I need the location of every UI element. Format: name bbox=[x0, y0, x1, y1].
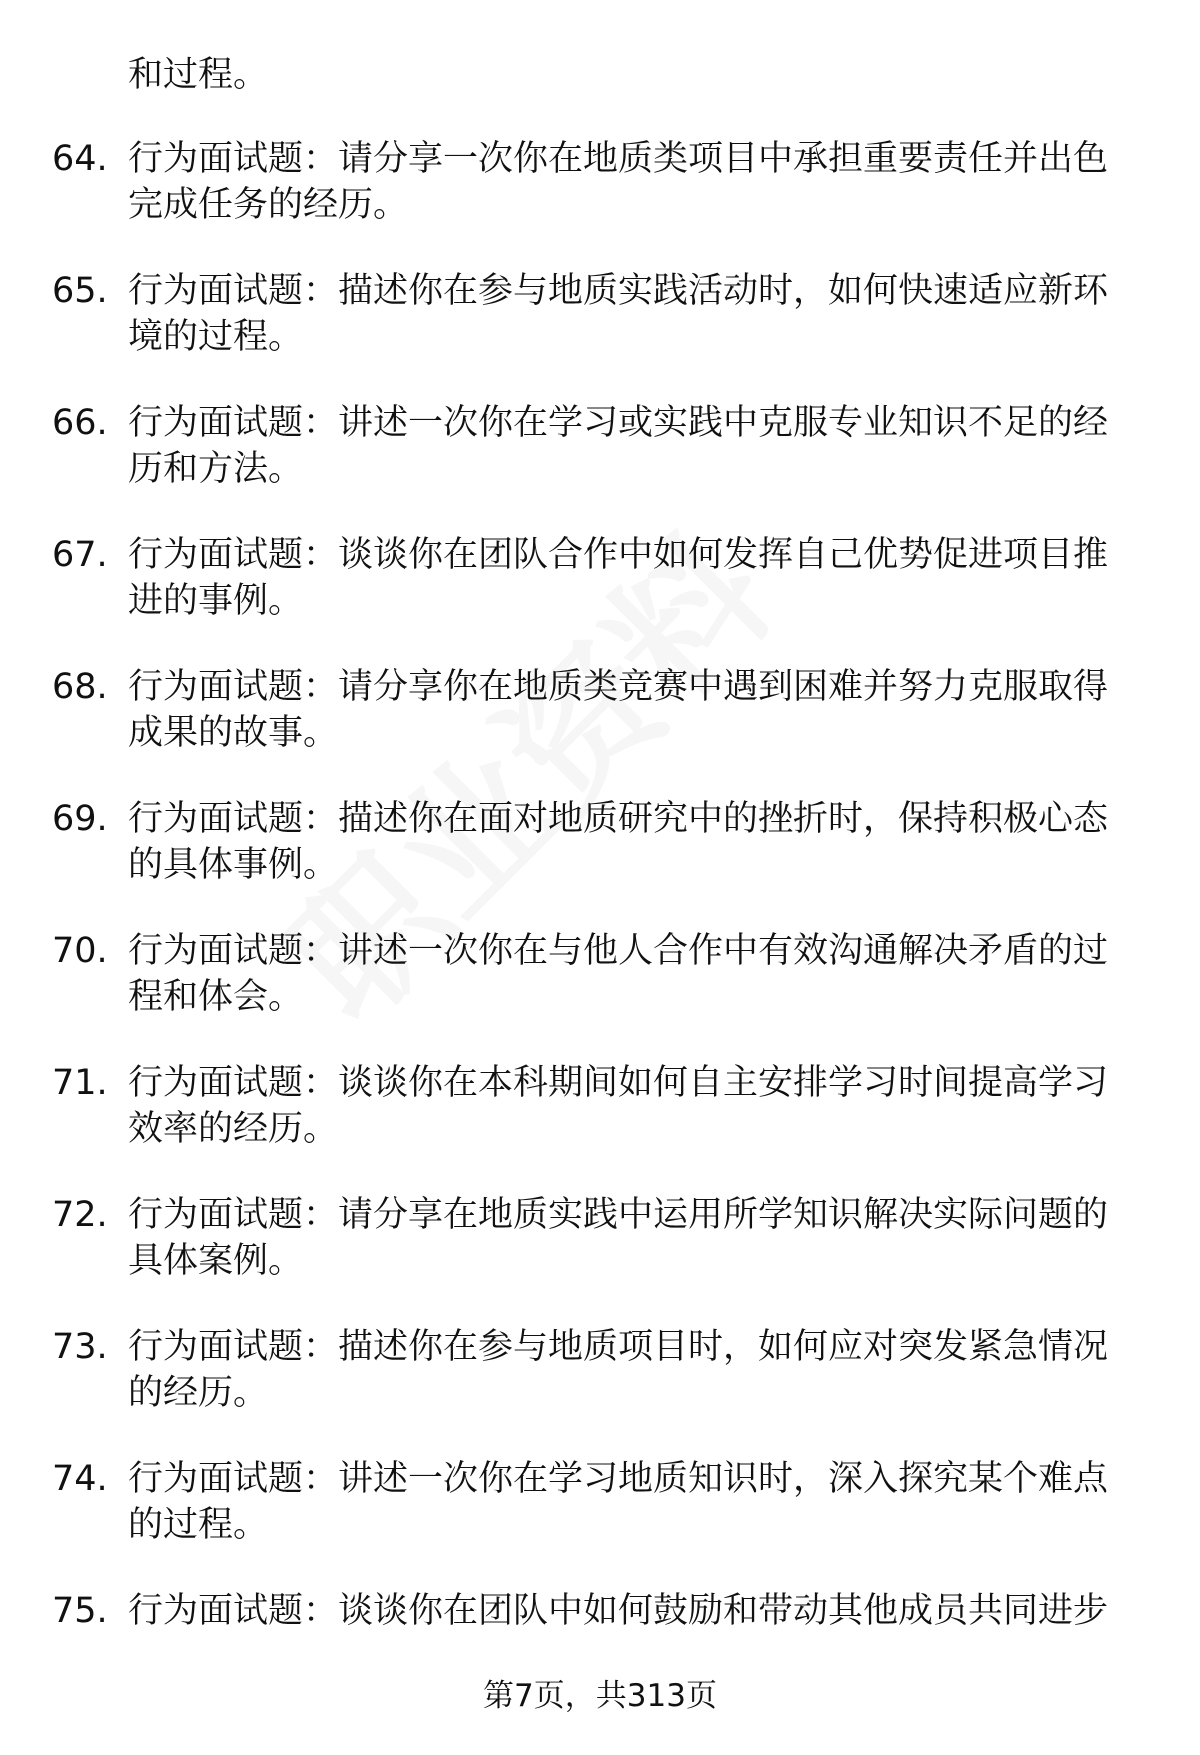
item-text: 行为面试题：谈谈你在团队中如何鼓励和带动其他成员共同进步 bbox=[128, 1591, 1109, 1631]
item-text: 行为面试题：讲述一次你在学习地质知识时，深入探究某个难点的过程。 bbox=[128, 1459, 1109, 1545]
item-number: 70. bbox=[52, 931, 108, 971]
item-number: 68. bbox=[52, 667, 108, 707]
item-text: 行为面试题：请分享在地质实践中运用所学知识解决实际问题的具体案例。 bbox=[128, 1195, 1109, 1281]
page-footer: 第7页，共313页 bbox=[483, 1678, 717, 1714]
item-text: 行为面试题：描述你在面对地质研究中的挫折时，保持积极心态的具体事例。 bbox=[128, 799, 1109, 885]
item-number: 64. bbox=[52, 139, 108, 179]
item-text: 行为面试题：请分享你在地质类竞赛中遇到困难并努力克服取得成果的故事。 bbox=[128, 667, 1109, 753]
item-number: 67. bbox=[52, 535, 108, 575]
item-text: 行为面试题：谈谈你在本科期间如何自主安排学习时间提高学习效率的经历。 bbox=[128, 1063, 1109, 1149]
item-number: 65. bbox=[52, 271, 108, 311]
item-number: 75. bbox=[52, 1591, 108, 1631]
item-number: 69. bbox=[52, 799, 108, 839]
item-number: 66. bbox=[52, 403, 108, 443]
item-number: 74. bbox=[52, 1459, 108, 1499]
item-number: 73. bbox=[52, 1327, 108, 1367]
item-text: 行为面试题：讲述一次你在与他人合作中有效沟通解决矛盾的过程和体会。 bbox=[128, 931, 1109, 1017]
continuation-text: 和过程。 bbox=[128, 55, 269, 95]
item-text: 行为面试题：讲述一次你在学习或实践中克服专业知识不足的经历和方法。 bbox=[128, 403, 1109, 489]
item-text: 行为面试题：描述你在参与地质实践活动时，如何快速适应新环境的过程。 bbox=[128, 271, 1109, 357]
item-text: 行为面试题：描述你在参与地质项目时，如何应对突发紧急情况的经历。 bbox=[128, 1327, 1109, 1413]
item-number: 72. bbox=[52, 1195, 108, 1235]
item-number: 71. bbox=[52, 1063, 108, 1103]
item-text: 行为面试题：请分享一次你在地质类项目中承担重要责任并出色完成任务的经历。 bbox=[128, 139, 1109, 225]
item-text: 行为面试题：谈谈你在团队合作中如何发挥自己优势促进项目推进的事例。 bbox=[128, 535, 1109, 621]
